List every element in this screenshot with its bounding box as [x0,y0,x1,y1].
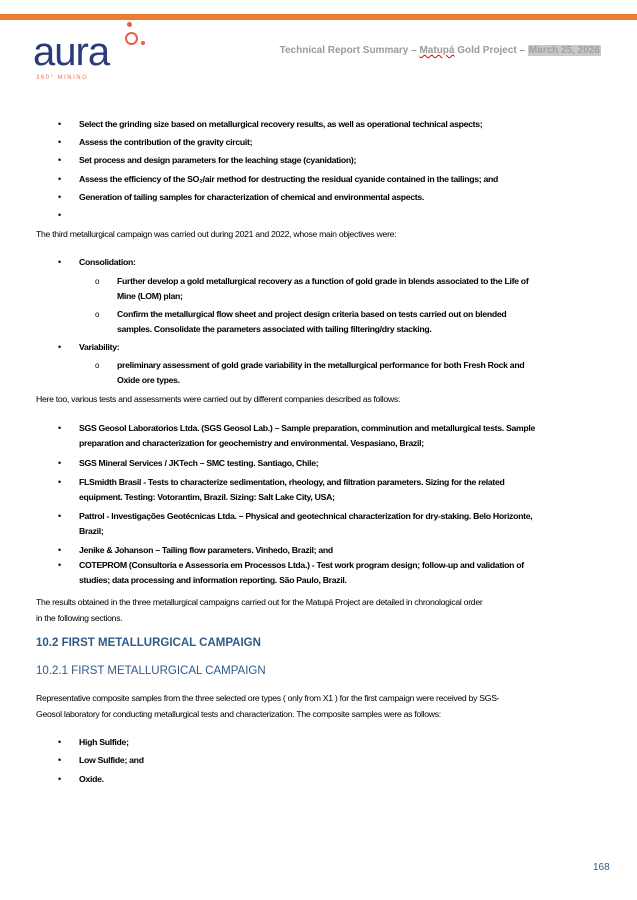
list-item-heading: Variability: [79,342,120,352]
logo-dot-icon [127,22,132,27]
ore-type-item: Oxide. [79,774,104,784]
paragraph: Representative composite samples from the three selected ore types ( only from X1 ) for the first campaign were received by SGS- [36,693,500,703]
company-item: SGS Mineral Services / JKTech – SMC testing. Santiago, Chile; [79,458,319,468]
page-number: 168 [593,862,610,873]
sub-list-item: samples. Consolidate the parameters associated with tailing filtering/dry stacking. [117,324,432,334]
list-item: Assess the contribution of the gravity circuit; [79,137,253,147]
bullet-icon: • [58,511,62,521]
paragraph: The third metallurgical campaign was carried out during 2021 and 2022, whose main objectives were: [36,229,397,239]
running-header [280,45,601,56]
company-item: equipment. Testing: Votorantim, Brazil. Sizing: Salt Lake City, USA; [79,492,335,502]
bullet-icon: • [58,737,62,747]
company-item: FLSmidth Brasil - Tests to characterize sedimentation, rheology, and filtration parameters. Sizing for the related [79,477,505,487]
subsection-heading: 10.2.1 FIRST METALLURGICAL CAMPAIGN [36,665,266,677]
sub-list-item: Confirm the metallurgical flow sheet and project design criteria based on tests carried out on blended [117,309,507,319]
logo-ring-icon [125,32,138,45]
header-title-prefix: Technical Report Summary – [279,45,420,56]
sub-bullet-icon: o [95,310,100,319]
ore-type-item: High Sulfide; [79,737,129,747]
list-item: Select the grinding size based on metallurgical recovery results, as well as operational technical aspects; [79,119,483,129]
bullet-icon: • [58,137,62,147]
logo-tagline: 360° MINING [36,75,89,81]
company-item: SGS Geosol Laboratorios Ltda. (SGS Geosol Lab.) – Sample preparation, comminution and metallurgical tests. Sample [79,423,536,433]
list-item-heading: Consolidation: [79,257,136,267]
sub-list-item: Oxide ore types. [117,375,180,385]
header-date: March 25, 2026 [528,45,600,56]
bullet-icon: • [58,342,62,352]
bullet-icon: • [58,458,62,468]
bullet-icon: • [58,192,62,202]
company-item: preparation and characterization for geochemistry and environmental. Vespasiano, Brazil; [79,438,424,448]
sub-list-item: Further develop a gold metallurgical recovery as a function of gold grade in blends associated to the Life of [117,276,529,286]
bullet-icon: • [58,257,62,267]
paragraph: Here too, various tests and assessments were carried out by different companies described as follows: [36,394,401,404]
company-item: Pattrol - Investigações Geotécnicas Ltda. – Physical and geotechnical characterization for dry-staking. Belo Horizonte, [79,511,533,521]
bullet-icon: • [58,423,62,433]
company-item: Brazil; [79,526,104,536]
bullet-icon: • [58,774,62,784]
bullet-icon: • [58,560,62,570]
bullet-icon: • [58,545,62,555]
ore-type-item: Low Sulfide; and [79,755,144,765]
logo-dot-icon [141,41,145,45]
company-item: studies; data processing and information reporting. São Paulo, Brazil. [79,575,347,585]
paragraph: The results obtained in the three metallurgical campaigns carried out for the Matupá Project are detailed in chronological order [36,597,483,607]
company-item: COTEPROM (Consultoria e Assessoria em Processos Ltda.) - Test work program design; follow-up and validation of [79,560,524,570]
paragraph: in the following sections. [36,613,123,623]
list-item: Set process and design parameters for the leaching stage (cyanidation); [79,155,357,165]
header-project: Matupá [419,45,455,56]
bullet-icon: • [58,210,62,220]
logo-word: aura [33,30,110,74]
list-item: Assess the efficiency of the SO₂/air method for destructing the residual cyanide contained in the tailings; and [79,174,499,184]
bullet-icon: • [58,174,62,184]
bullet-icon: • [58,119,62,129]
bullet-icon: • [58,755,62,765]
header-accent-bar [0,14,637,20]
sub-list-item: Mine (LOM) plan; [117,291,183,301]
sub-bullet-icon: o [95,361,100,370]
bullet-icon: • [58,155,62,165]
bullet-icon: • [58,477,62,487]
section-heading: 10.2 FIRST METALLURGICAL CAMPAIGN [36,637,261,649]
company-item: Jenike & Johanson – Tailing flow parameters. Vinhedo, Brazil; and [79,545,333,555]
aura-logo [33,22,163,84]
paragraph: Geosol laboratory for conducting metallurgical tests and characterization. The composite samples were as follows: [36,709,441,719]
sub-bullet-icon: o [95,277,100,286]
sub-list-item: preliminary assessment of gold grade variability in the metallurgical performance for both Fresh Rock and [117,360,525,370]
header-title-mid: Gold Project – [454,45,528,56]
list-item: Generation of tailing samples for characterization of chemical and environmental aspects. [79,192,425,202]
